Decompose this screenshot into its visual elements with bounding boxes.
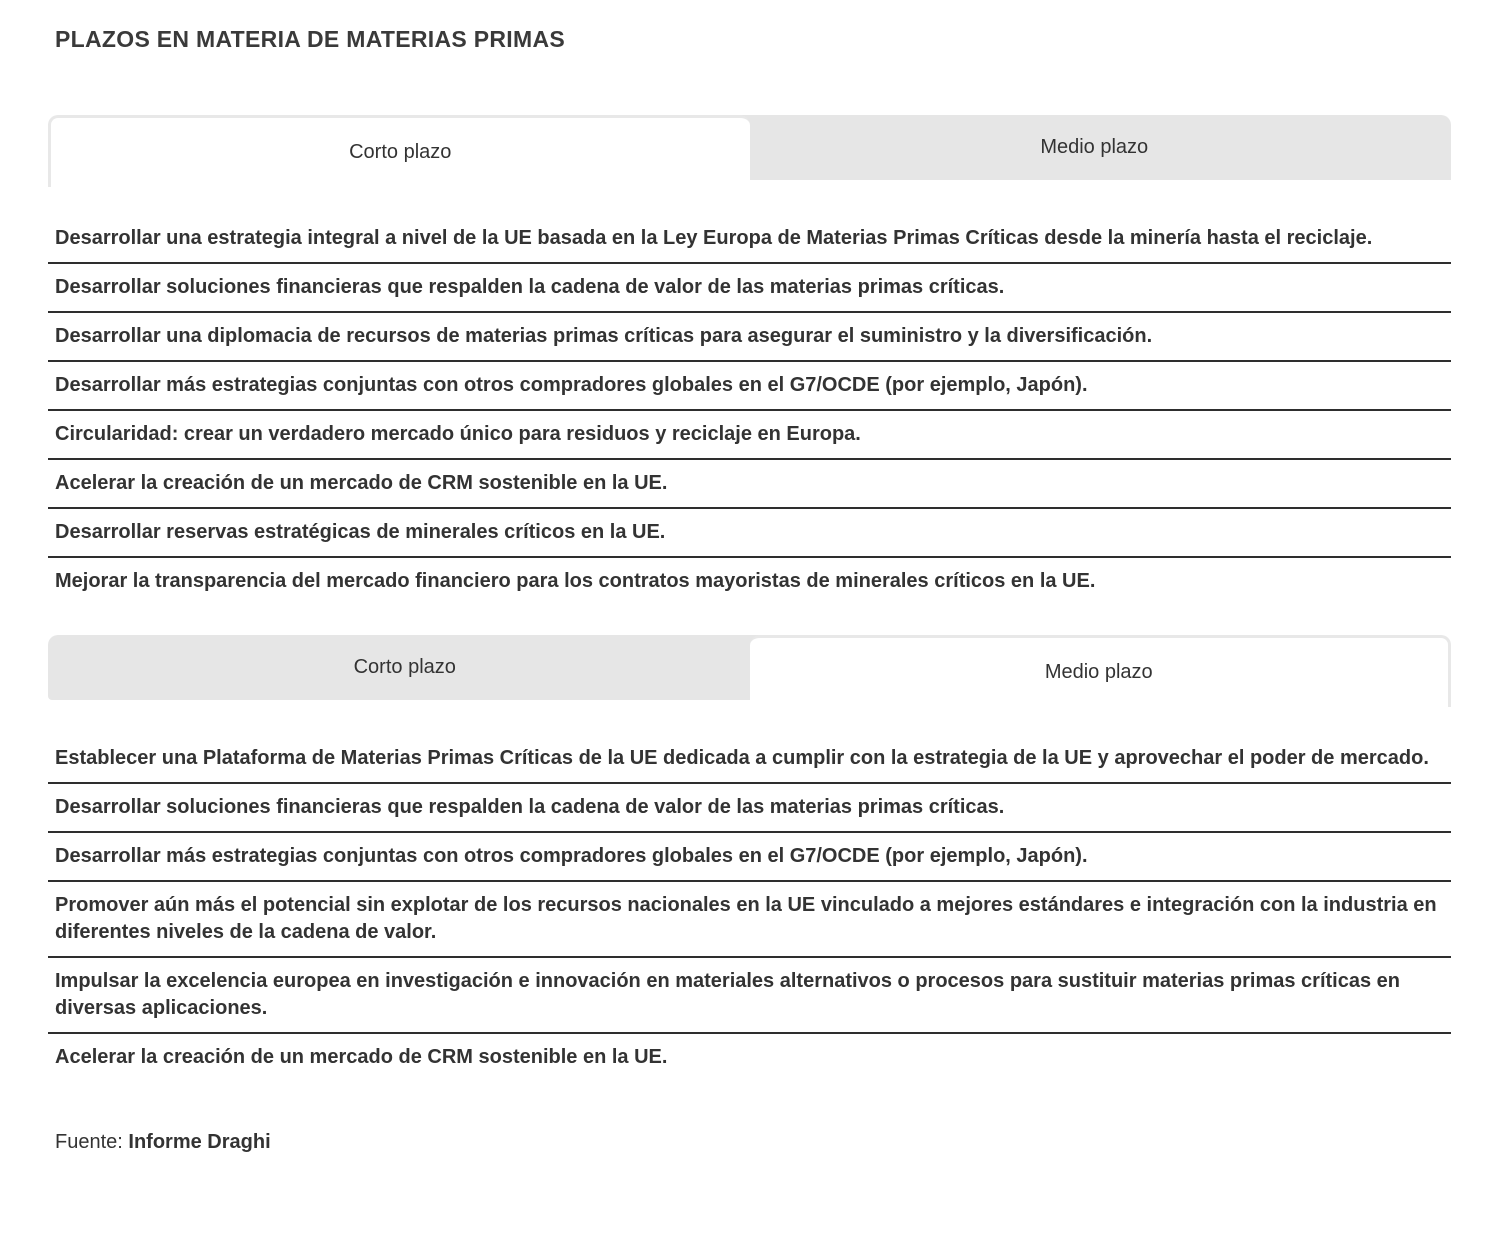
tab-label: Corto plazo: [349, 141, 452, 163]
tab-medio-plazo[interactable]: [750, 635, 1452, 707]
source-label: Fuente:: [55, 1131, 123, 1153]
list-item: Desarrollar soluciones financieras que respalden la cadena de valor de las materias primas críticas.: [48, 784, 1451, 833]
list-item: Desarrollar una estrategia integral a nivel de la UE basada en la Ley Europa de Materias Primas Críticas desde la minería hasta el reciclaje.: [48, 215, 1451, 264]
tab-label: Medio plazo: [1044, 661, 1153, 683]
source-name: Informe Draghi: [128, 1131, 271, 1153]
tab-corto-plazo[interactable]: [48, 635, 762, 700]
tab-label: Corto plazo: [353, 656, 456, 678]
list-item: Acelerar la creación de un mercado de CRM sostenible en la UE.: [55, 1046, 668, 1068]
list-item: Acelerar la creación de un mercado de CRM sostenible en la UE.: [48, 460, 1451, 509]
list-item: Circularidad: crear un verdadero mercado único para residuos y reciclaje en Europa.: [48, 411, 1451, 460]
tab-bar-short-term: [48, 115, 1451, 187]
tab-medio-plazo[interactable]: [738, 115, 1452, 180]
list-item: Establecer una Plataforma de Materias Primas Críticas de la UE dedicada a cumplir con la estrategia de la UE y aprovechar el poder de mercado.: [48, 735, 1451, 784]
list-item: Impulsar la excelencia europea en investigación e innovación en materiales alternativos o procesos para sustituir materias primas críticas en diversas aplicaciones.: [48, 958, 1451, 1034]
list-item: Promover aún más el potencial sin explotar de los recursos nacionales en la UE vinculado a mejores estándares e integración con la industria en diferentes niveles de la cadena de valor.: [48, 882, 1451, 958]
tab-bar-medium-term: [48, 635, 1451, 707]
list-item: Mejorar la transparencia del mercado financiero para los contratos mayoristas de minerales críticos en la UE.: [55, 570, 1096, 592]
list-item: Desarrollar reservas estratégicas de minerales críticos en la UE.: [48, 509, 1451, 558]
source-line: [55, 1131, 1451, 1154]
page-title: PLAZOS EN MATERIA DE MATERIAS PRIMAS: [55, 26, 565, 52]
tab-corto-plazo[interactable]: [48, 115, 750, 187]
tab-label: Medio plazo: [1040, 136, 1149, 158]
medium-term-list: [48, 735, 1451, 1081]
list-item: Desarrollar una diplomacia de recursos de materias primas críticas para asegurar el suministro y la diversificación.: [48, 313, 1451, 362]
short-term-list: [48, 215, 1451, 605]
list-item: Desarrollar más estrategias conjuntas con otros compradores globales en el G7/OCDE (por ejemplo, Japón).: [48, 833, 1451, 882]
list-item: Desarrollar más estrategias conjuntas con otros compradores globales en el G7/OCDE (por ejemplo, Japón).: [48, 362, 1451, 411]
list-item: Desarrollar soluciones financieras que respalden la cadena de valor de las materias primas críticas.: [48, 264, 1451, 313]
